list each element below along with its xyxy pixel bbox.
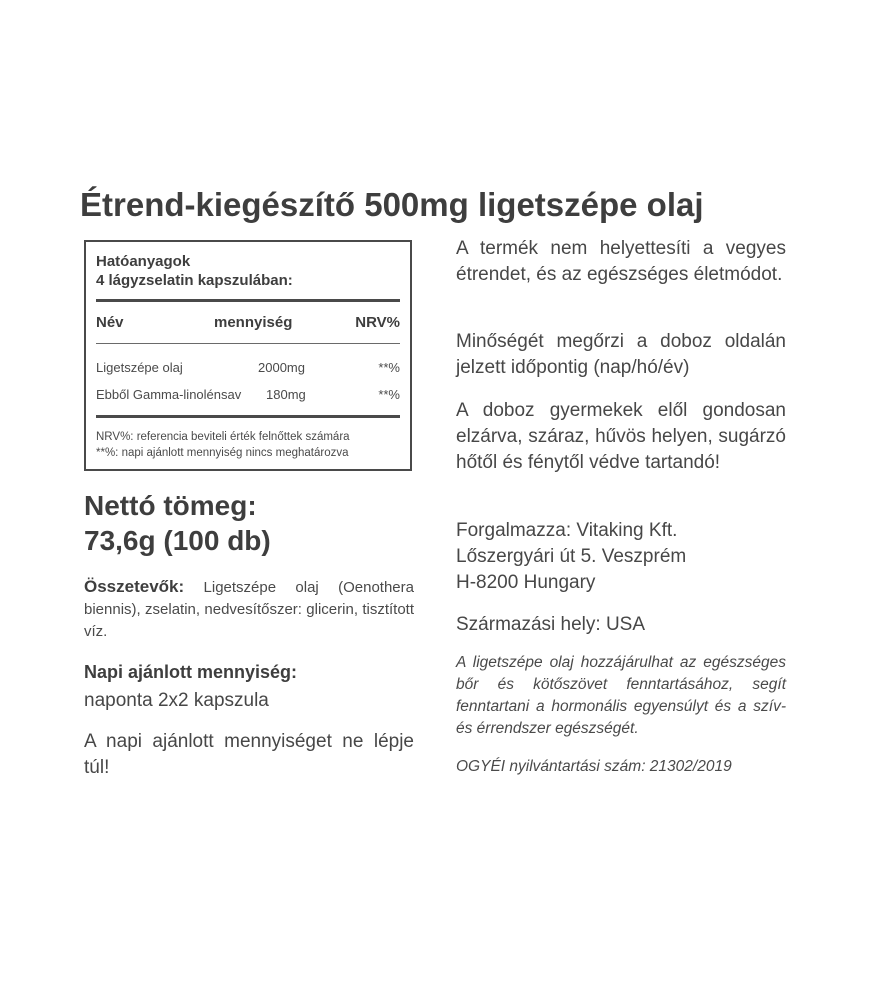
row-nrv: **% [378, 387, 400, 402]
table-heading [96, 252, 293, 290]
ingredients-text: Ligetszépe olaj (Oenothera biennis), zselatin, nedvesítőszer: glicerin, tisztított víz. [84, 579, 414, 640]
distributor [456, 518, 786, 596]
distributor-line1: Forgalmazza: Vitaking Kft. [456, 520, 678, 541]
warning-text: A napi ajánlott mennyiséget ne lépje túl! [84, 731, 414, 778]
ingredients-label: Összetevők: [84, 577, 185, 596]
row-amount: 180mg [266, 387, 306, 402]
health-claim: A ligetszépe olaj hozzájárulhat az egészséges bőr és kötőszövet fenntartásához, segít fenntartani a hormonális egyensúlyt és a szív-és érrendszer egészségét. [456, 654, 786, 737]
product-title: Étrend-kiegészítő 500mg ligetszépe olaj [80, 186, 704, 223]
daily-dose-heading: Napi ajánlott mennyiség: [84, 662, 298, 682]
table-heading-line1: Hatóanyagok [96, 253, 191, 270]
ingredients [84, 576, 414, 643]
column-header-nrv: NRV% [355, 314, 400, 331]
table-heading-line2: 4 lágyzselatin kapszulában: [96, 272, 293, 289]
net-weight-value: 73,6g (100 db) [84, 525, 271, 556]
distributor-line2: Lőszergyári út 5. Veszprém [456, 546, 687, 567]
column-header-amount: mennyiség [214, 314, 293, 331]
net-weight-label: Nettó tömeg: [84, 490, 257, 521]
registration-number: OGYÉI nyilvántartási szám: 21302/2019 [456, 758, 732, 775]
nutrition-table [84, 240, 412, 471]
info-paragraph-2: Minőségét megőrzi a doboz oldalán jelzett időpontig (nap/hó/év) [456, 331, 786, 378]
info-paragraph-3: A doboz gyermekek elől gondosan elzárva, száraz, hűvös helyen, sugárzó hőtől és fénytől védve tartandó! [456, 400, 786, 473]
net-weight [84, 488, 271, 558]
row-amount: 2000mg [258, 360, 305, 375]
row-nrv: **% [378, 360, 400, 375]
origin: Származási hely: USA [456, 614, 646, 635]
table-divider [96, 343, 400, 344]
column-header-name: Név [96, 314, 124, 331]
table-divider [96, 415, 400, 418]
daily-dose-text: naponta 2x2 kapszula [84, 690, 269, 711]
row-name: Ebből Gamma-linolénsav [96, 387, 242, 402]
info-paragraph-1: A termék nem helyettesíti a vegyes étrendet, és az egészséges életmódot. [456, 238, 786, 285]
table-divider [96, 299, 400, 302]
table-note-nrv: NRV%: referencia beviteli érték felnőttek számára [96, 431, 350, 443]
table-note-stars: **%: napi ajánlott mennyiség nincs meghatározva [96, 447, 349, 459]
distributor-line3: H-8200 Hungary [456, 572, 596, 593]
row-name: Ligetszépe olaj [96, 360, 183, 375]
